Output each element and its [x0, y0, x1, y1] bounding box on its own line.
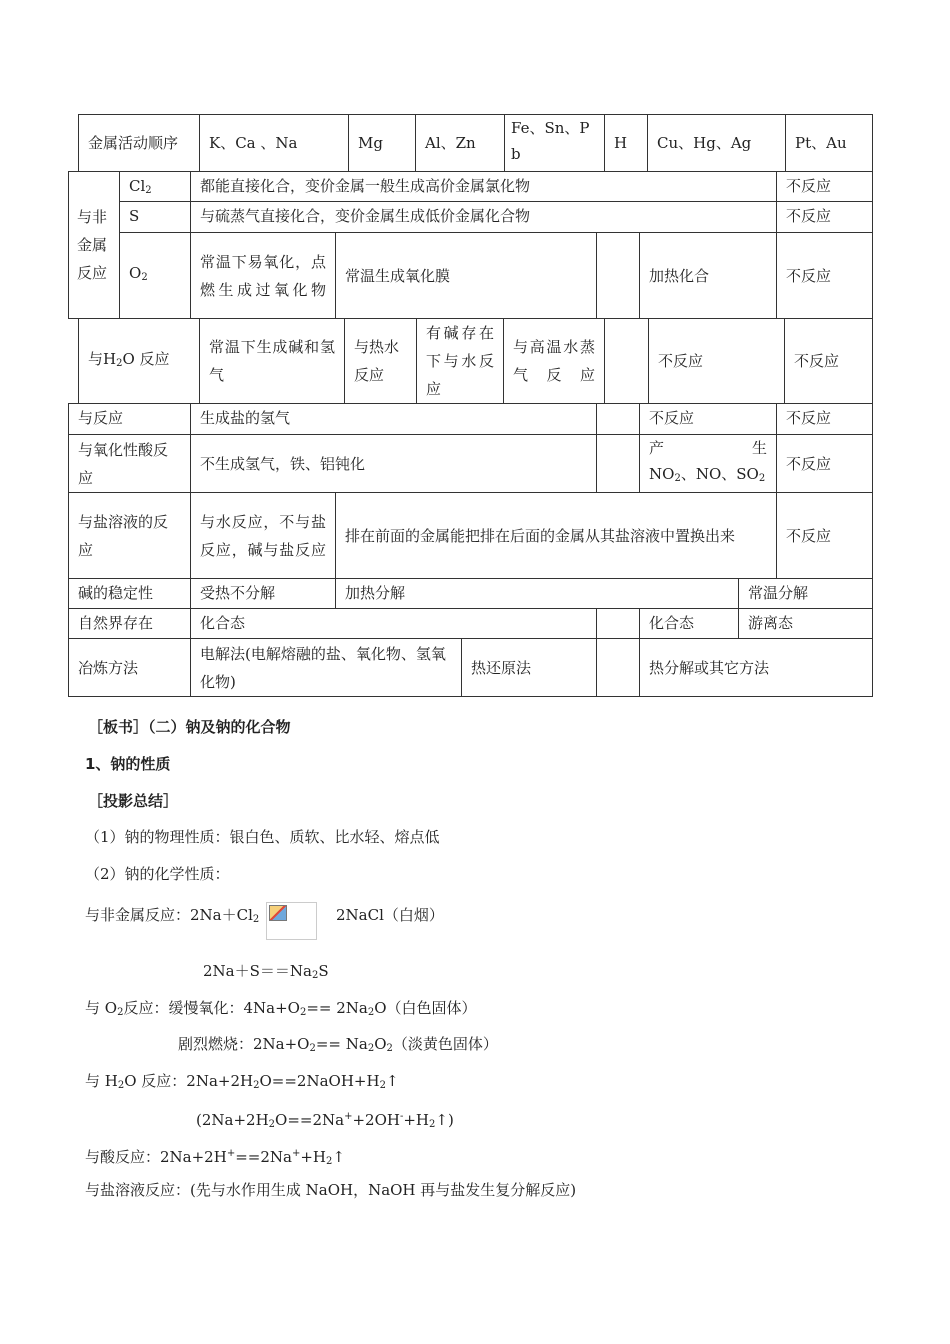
metal-mg: Mg: [348, 114, 416, 172]
nature-blank: [596, 608, 640, 639]
water-c: 有碱存在下与水反应: [416, 318, 504, 404]
acid-c: 不反应: [776, 403, 873, 435]
nonmetal-label: 与非金属反应: [68, 171, 120, 319]
reaction-salt: 与盐溶液反应：(先与水作用生成 NaOH，NaOH 再与盐发生复分解反应): [85, 1181, 577, 1199]
acid-b: 不反应: [639, 403, 777, 435]
smelt-c: 热分解或其它方法: [639, 638, 873, 697]
physical-properties: （1）钠的物理性质：银白色、质软、比水轻、熔点低: [85, 828, 440, 846]
nature-c: 游离态: [738, 608, 873, 639]
water-label: 与$H_2O$ 反应: [78, 318, 200, 404]
nature-label: 自然界存在: [68, 608, 191, 639]
salt-b: 排在前面的金属能把排在后面的金属从其盐溶液中置换出来: [335, 492, 777, 579]
acid-blank: [596, 403, 640, 435]
reaction-cl2: 与非金属反应：$2Na+Cl_2$: [85, 906, 260, 925]
cl2-end: 不反应: [776, 171, 873, 202]
reaction-o2-burn: 剧烈燃烧：$2Na+O_2== Na_2O_2$（淡黄色固体）: [178, 1035, 498, 1054]
oxacid-label: 与氧化性酸反应: [68, 434, 191, 493]
cl2-text: 都能直接化合，变价金属一般生成高价金属氯化物: [190, 171, 777, 202]
sodium-properties-heading: 1、钠的性质: [85, 755, 171, 773]
oxacid-b-line1: 产生: [649, 439, 767, 457]
water-e: 不反应: [648, 318, 785, 404]
o2-film: 常温生成氧化膜: [335, 232, 597, 319]
oxacid-c: 不反应: [776, 434, 873, 493]
smelt-a: 电解法(电解熔融的盐、氧化物、氢氧化物): [190, 638, 462, 697]
oxacid-b: [639, 434, 777, 493]
nature-a: 化合态: [190, 608, 597, 639]
reaction-acid: 与酸反应：$2Na+2H^+==2Na^++H_2↑$: [85, 1148, 345, 1167]
reaction-cl2-product: 2NaCl（白烟）: [336, 906, 444, 924]
s-label: S: [119, 201, 191, 233]
o2-blank: [596, 232, 640, 319]
salt-a: 与水反应，不与盐反应，碱与盐反应: [190, 492, 336, 579]
water-b: 与热水反应: [344, 318, 417, 404]
base-b: 加热分解: [335, 578, 739, 609]
chemical-properties: （2）钠的化学性质：: [85, 865, 230, 883]
projection-summary: ［投影总结］: [88, 792, 179, 810]
s-end: 不反应: [776, 201, 873, 233]
metal-pt-au: Pt、Au: [785, 114, 873, 172]
metal-order-header: 金属活动顺序: [78, 114, 200, 172]
salt-label: 与盐溶液的反应: [68, 492, 191, 579]
o2-heat: 加热化合: [639, 232, 777, 319]
base-label: 碱的稳定性: [68, 578, 191, 609]
metal-h: H: [604, 114, 648, 172]
metal-fe-sn-pb: Fe、Sn、Pb: [504, 114, 605, 172]
smelt-label: 冶炼方法: [68, 638, 191, 697]
metal-k-ca-na: K、Ca 、Na: [199, 114, 349, 172]
salt-c: 不反应: [776, 492, 873, 579]
oxacid-a: 不生成氢气，铁、铝钝化: [190, 434, 597, 493]
reaction-o2-slow: 与 $O_2$反应：缓慢氧化：$4Na+O_2== 2Na_2O$（白色固体）: [85, 999, 477, 1018]
oxacid-b-line2: $NO_2$、NO、$SO_2$: [649, 465, 766, 484]
o2-label: $O_2$: [119, 232, 191, 319]
metal-al-zn: Al、Zn: [415, 114, 505, 172]
cl2-label: $Cl_2$: [119, 171, 191, 202]
o2-end: 不反应: [776, 232, 873, 319]
broken-image-icon: [266, 902, 317, 940]
board-heading: ［板书］（二）钠及钠的化合物: [88, 718, 291, 736]
reaction-s: $2Na+S==Na_2S$: [203, 962, 329, 981]
base-c: 常温分解: [738, 578, 873, 609]
smelt-b: 热还原法: [461, 638, 597, 697]
reaction-h2o: 与 $H_2O$ 反应：$2Na+2H_2O==2NaOH+H_2↑$: [85, 1072, 399, 1091]
reaction-h2o-ionic: $(2Na+2H_2O==2Na^++2OH^-+H_2↑)$: [196, 1111, 454, 1130]
water-blank: [604, 318, 649, 404]
base-a: 受热不分解: [190, 578, 336, 609]
water-d: 与高温水蒸气反应: [503, 318, 605, 404]
oxacid-blank: [596, 434, 640, 493]
water-f: 不反应: [784, 318, 873, 404]
nature-b: 化合态: [639, 608, 739, 639]
acid-label: 与反应: [68, 403, 191, 435]
s-text: 与硫蒸气直接化合，变价金属生成低价金属化合物: [190, 201, 777, 233]
o2-sodium: 常温下易氧化，点燃生成过氧化物: [190, 232, 336, 319]
smelt-blank: [596, 638, 640, 697]
water-a: 常温下生成碱和氢气: [199, 318, 345, 404]
acid-a: 生成盐的氢气: [190, 403, 597, 435]
metal-cu-hg-ag: Cu、Hg、Ag: [647, 114, 786, 172]
